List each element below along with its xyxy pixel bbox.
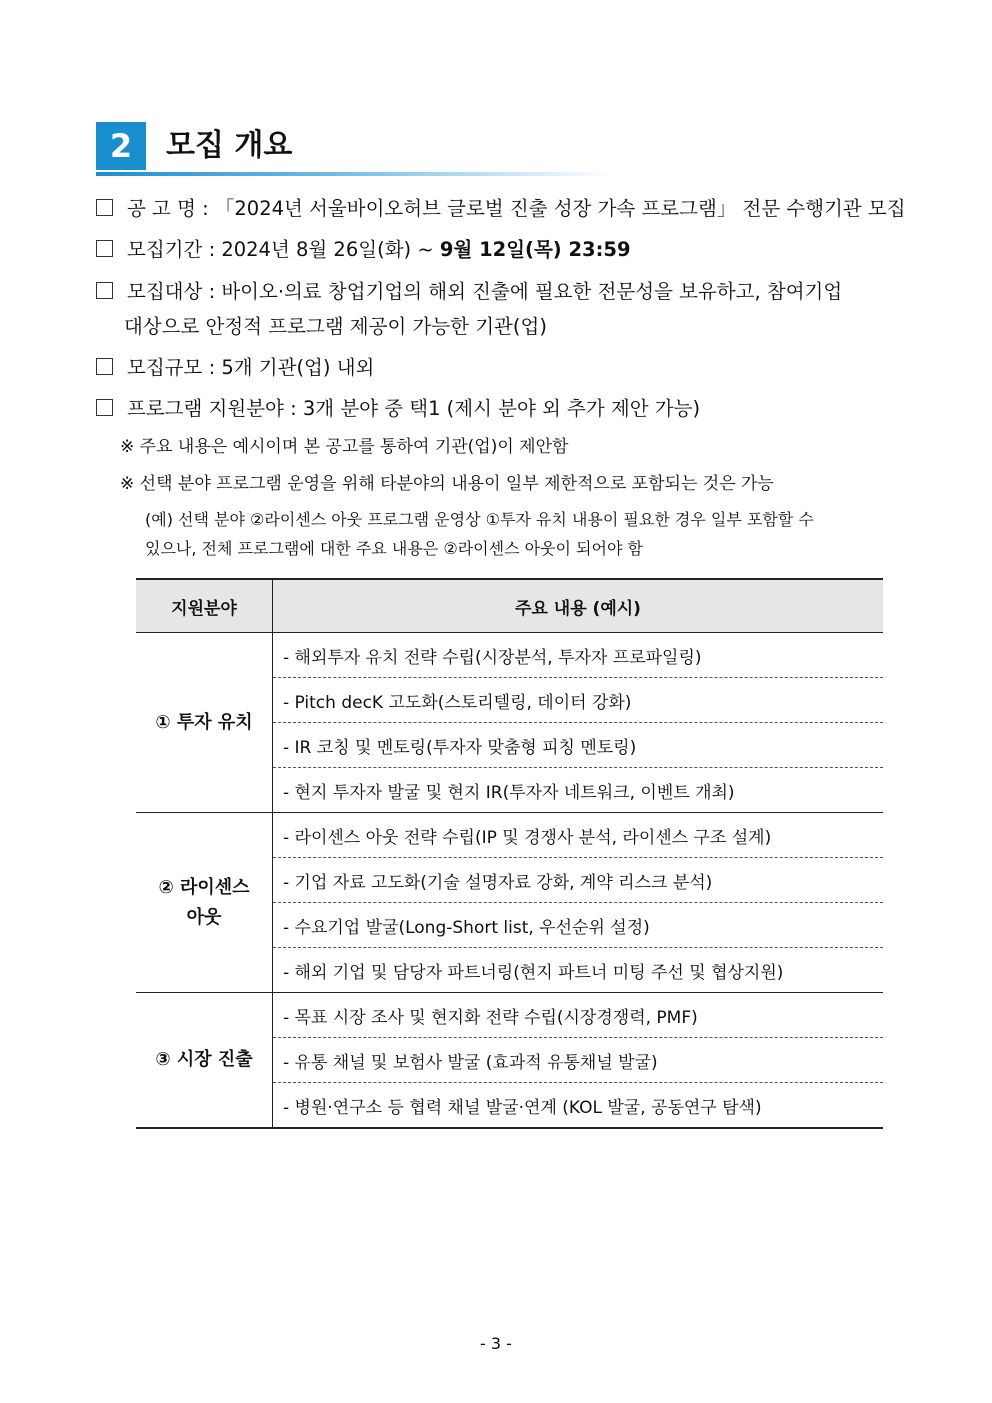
item-value: : 5개 기관(업) 내외 xyxy=(208,356,375,379)
content-cell: - 라이센스 아웃 전략 수립(IP 및 경쟁사 분석, 라이센스 구조 설계) xyxy=(273,813,884,858)
heading-underline xyxy=(96,172,616,176)
checkbox-icon xyxy=(96,399,113,416)
item-value: : 「2024년 서울바이오허브 글로벌 진출 성장 가속 프로그램」 전문 수행기관 모집 xyxy=(202,197,906,220)
example-text: (예) 선택 분야 ②라이센스 아웃 프로그램 운영상 ①투자 유치 내용이 필요한 경우 일부 포함할 수 xyxy=(145,510,814,529)
item-scale xyxy=(96,351,916,385)
item-value: : 2024년 8월 26일(화) ~ xyxy=(208,238,440,261)
item-value: : 3개 분야 중 택1 (제시 분야 외 추가 제안 가능) xyxy=(290,397,701,420)
content-cell: - 수요기업 발굴(Long-Short list, 우선순위 설정) xyxy=(273,903,884,948)
checkbox-icon xyxy=(96,240,113,257)
category-label-line2: 아웃 xyxy=(186,906,222,928)
content-cell: - 목표 시장 조사 및 현지화 전략 수립(시장경쟁력, PMF) xyxy=(273,993,884,1038)
note: ※ 선택 분야 프로그램 운영을 위해 타분야의 내용이 일부 제한적으로 포함되는 것은 가능 xyxy=(120,474,774,494)
item-announcement xyxy=(96,192,916,226)
content-cell: - Pitch decK 고도화(스토리텔링, 데이터 강화) xyxy=(273,678,884,723)
checkbox-icon xyxy=(96,282,113,299)
item-label: 모집기간 xyxy=(127,238,203,261)
item-label: 모집규모 xyxy=(127,356,203,379)
item-period xyxy=(96,233,916,267)
table-header: 지원분야 xyxy=(136,579,273,633)
content-cell: - 기업 자료 고도화(기술 설명자료 강화, 계약 리스크 분석) xyxy=(273,858,884,903)
item-target xyxy=(96,275,916,309)
item-label: 프로그램 지원분야 xyxy=(127,397,284,420)
section-number: 2 xyxy=(96,122,146,170)
item-value-continued: 대상으로 안정적 프로그램 제공이 가능한 기관(업) xyxy=(124,315,547,338)
category-cell xyxy=(136,813,273,993)
content-cell: - 해외투자 유치 전략 수립(시장분석, 투자자 프로파일링) xyxy=(273,633,884,678)
item-value-deadline: 9월 12일(목) 23:59 xyxy=(439,238,631,261)
table-header: 주요 내용 (예시) xyxy=(273,579,884,633)
item-value: : 바이오·의료 창업기업의 해외 진출에 필요한 전문성을 보유하고, 참여기업 xyxy=(208,280,843,303)
category-label: ① 투자 유치 xyxy=(155,711,253,733)
category-label: ③ 시장 진출 xyxy=(155,1049,253,1070)
checkbox-icon xyxy=(96,199,113,216)
content-cell: - 현지 투자자 발굴 및 현지 IR(투자자 네트워크, 이벤트 개최) xyxy=(273,768,884,813)
content-cell: - 병원·연구소 등 협력 채널 발굴·연계 (KOL 발굴, 공동연구 탐색) xyxy=(273,1083,884,1129)
item-label: 모집대상 xyxy=(127,280,203,303)
table-row xyxy=(136,633,883,678)
item-label: 공 고 명 xyxy=(127,197,196,220)
category-cell xyxy=(136,633,273,813)
page-number: - 3 - xyxy=(480,1334,512,1353)
checkbox-icon xyxy=(96,358,113,375)
category-cell xyxy=(136,993,273,1129)
category-label: ② 라이센스 xyxy=(158,876,250,898)
program-table xyxy=(136,578,883,1129)
content-cell: - 해외 기업 및 담당자 파트너링(현지 파트너 미팅 주선 및 협상지원) xyxy=(273,948,884,993)
section-title: 모집 개요 xyxy=(166,128,293,163)
content-cell: - 유통 채널 및 보험사 발굴 (효과적 유통채널 발굴) xyxy=(273,1038,884,1083)
table-row xyxy=(136,993,883,1038)
content-cell: - IR 코칭 및 멘토링(투자자 맞춤형 피칭 멘토링) xyxy=(273,723,884,768)
note: ※ 주요 내용은 예시이며 본 공고를 통하여 기관(업)이 제안함 xyxy=(120,437,569,457)
example-text: 있으나, 전체 프로그램에 대한 주요 내용은 ②라이센스 아웃이 되어야 함 xyxy=(145,539,643,558)
table-row xyxy=(136,813,883,858)
item-program-field xyxy=(96,392,916,426)
